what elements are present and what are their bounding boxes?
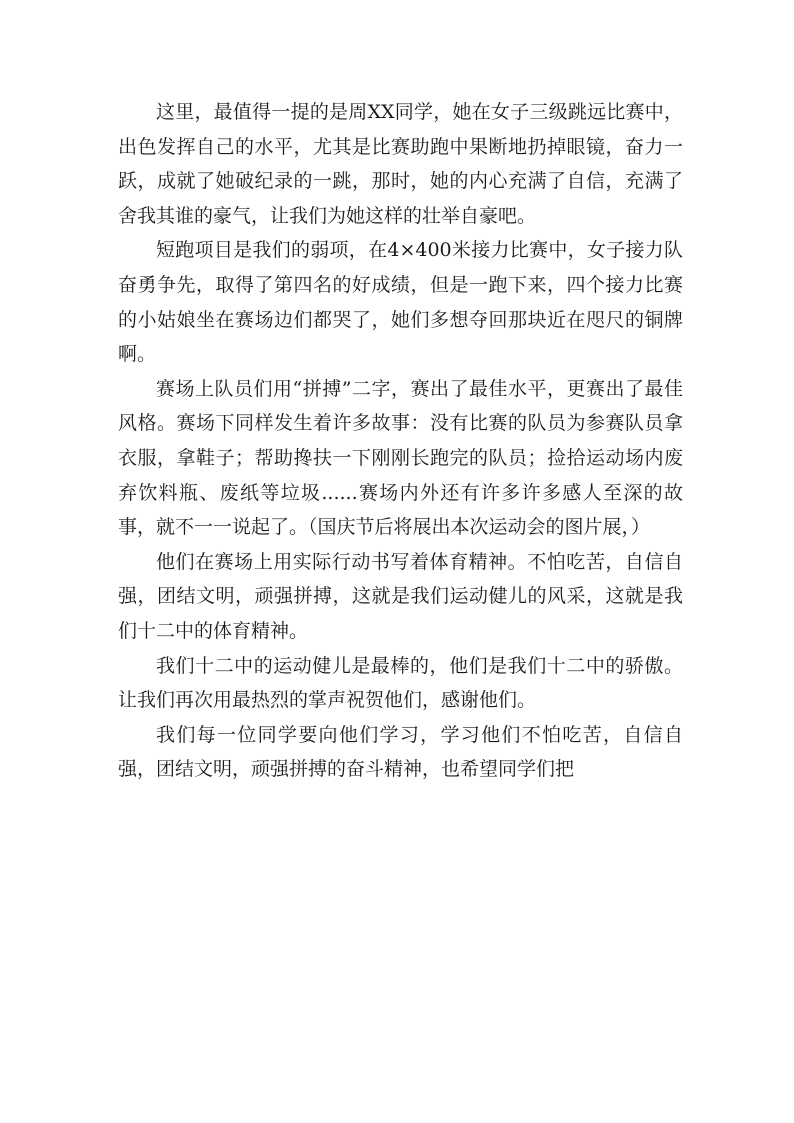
paragraph-sportsmanship: 赛场上队员们用“拼搏”二字，赛出了最佳水平，更赛出了最佳风格。赛场下同样发生着许多故事：没有比赛的队员为参赛队员拿衣服，拿鞋子；帮助搀扶一下刚刚长跑完的队员；捡拾运动场内废弃饮料瓶、废纸等垃圾......赛场内外还有许多许多感人至深的故事，就不一一说起了。（国庆节后将展出本次运动会的图片展，） [118,377,683,539]
document-body [118,95,683,787]
paragraph-relay: 短跑项目是我们的弱项，在4×400米接力比赛中，女子接力队奋勇争先，取得了第四名的好成绩，但是一跑下来，四个接力比赛的小姑娘坐在赛场边们都哭了，她们多想夺回那块近在咫尺的铜牌啊。 [118,239,683,366]
paragraph-learn: 我们每一位同学要向他们学习，学习他们不怕吃苦，自信自强，团结文明，顽强拼搏的奋斗精神，也希望同学们把 [118,723,683,781]
paragraph-long-jump: 这里，最值得一提的是周XX同学，她在女子三级跳远比赛中，出色发挥自己的水平，尤其是比赛助跑中果断地扔掉眼镜，奋力一跃，成就了她破纪录的一跳，那时，她的内心充满了自信，充满了舍我其谁的豪气，让我们为她这样的壮举自豪吧。 [118,101,683,227]
paragraph-pride: 我们十二中的运动健儿是最棒的，他们是我们十二中的骄傲。让我们再次用最热烈的掌声祝贺他们，感谢他们。 [118,654,683,712]
paragraph-sports-spirit: 他们在赛场上用实际行动书写着体育精神。不怕吃苦，自信自强，团结文明，顽强拼搏，这就是我们运动健儿的风采，这就是我们十二中的体育精神。 [118,550,683,642]
